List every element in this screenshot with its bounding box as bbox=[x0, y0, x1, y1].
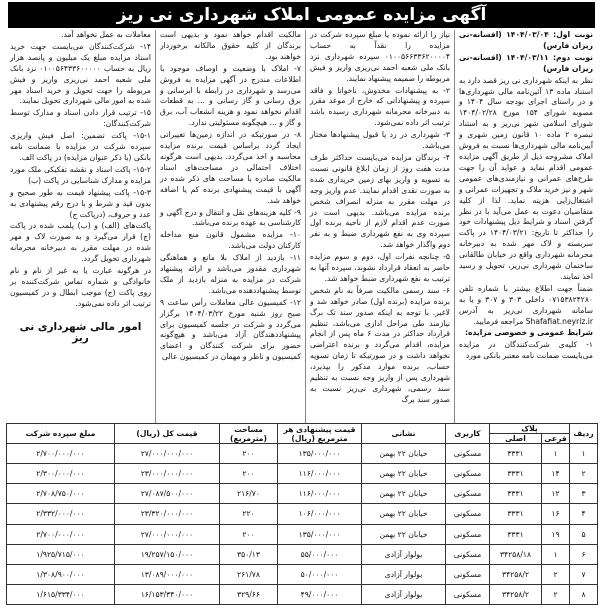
condition-1-cont: نیاز را ارائه نموده یا مبلغ سپرده شرکت در مزایده را نقداً به حساب ۰۱۰۰۵۶۶۳۳۶۲۰۰۰۰۴ سپرده شهرداری نزد بانک ملی شعبه احمد نی‌ریزی واریز و فیش مربوطه را ضمیمه پیشنهاد نمایند. bbox=[310, 30, 450, 83]
cell-total: ۲۷/۰۸۷/۵۰۰/۰۰۰ bbox=[115, 484, 220, 504]
cell-deposit: ۲/۷۰۸/۷۵۰/۰۰۰ bbox=[7, 484, 115, 504]
cell-usage: مسکونی bbox=[446, 564, 490, 584]
cell-total: ۲۷/۰۰۰/۰۰۰/۰۰۰ bbox=[115, 444, 220, 464]
table-row bbox=[7, 504, 598, 524]
conditions-heading: شرایط عمومی و خصوصی مزایده: bbox=[464, 328, 593, 338]
cell-area: ۳۲۹/۶۶ bbox=[220, 584, 278, 604]
cell-address: بولوار آزادی bbox=[362, 544, 446, 564]
header-unit-price: قیمت پیشنهادی هر مترمربع (ریال) bbox=[278, 424, 362, 444]
header-row: ردیف bbox=[570, 424, 598, 444]
cell-area: ۲۰۰ bbox=[220, 464, 278, 484]
cell-sub: ۲ bbox=[542, 564, 570, 584]
header-total: قیمت کل (ریال) bbox=[115, 424, 220, 444]
cell-sub: ۱۹ bbox=[542, 524, 570, 544]
cell-row: ۸ bbox=[570, 584, 598, 604]
table-row bbox=[7, 584, 598, 604]
cell-deposit: ۱/۳۰۸/۹۰۰/۰۰۰ bbox=[7, 564, 115, 584]
cell-row: ۶ bbox=[570, 544, 598, 564]
cell-usage: مسکونی bbox=[446, 484, 490, 504]
table-row bbox=[7, 444, 598, 464]
cell-deposit: ۲/۷۰۰/۰۰۰/۰۰۰ bbox=[7, 524, 115, 544]
cell-unit-price: ۵۰/۰۰۰/۰۰۰ bbox=[278, 564, 362, 584]
cell-address: خیابان ۲۲ بهمن bbox=[362, 524, 446, 544]
table-row bbox=[7, 564, 598, 584]
header-usage: کاربری bbox=[446, 424, 490, 444]
cell-row: ۴ bbox=[570, 504, 598, 524]
condition-invalidation: در هرگونه عبارت یا به غیر از نام و نام خانوادگی و شماره تماس شرکت‌کننده بر روی پاکت (ج) موجب ابطال و در کمیسیون ترتیب اثر داده نمی‌شود. bbox=[10, 266, 151, 308]
cell-main: ۳۳۳۱ bbox=[490, 504, 542, 524]
cell-sub: ۱۴ bbox=[542, 464, 570, 484]
cell-main: ۳۳۳۱ bbox=[490, 524, 542, 544]
signature: امور مالی شهرداری نی ریز bbox=[19, 320, 142, 344]
cell-row: ۲ bbox=[570, 464, 598, 484]
condition-5: ۵- چنانچه نفرات اول، دوم و سوم مزایده حاضر به انعقاد قرارداد نشوند، سپرده آنها به ترتیب به نفع شهرداری ضبط خواهد شد. bbox=[310, 252, 450, 283]
condition-1: ۱- کلیه‌ی شرکت‌کنندگان در مزایده می‌بایست ضمانت نامه معتبر بانکی مورد bbox=[459, 340, 593, 361]
text-column-1 bbox=[455, 30, 597, 423]
cell-sub: ۱ bbox=[542, 544, 570, 564]
header-main: اصلی bbox=[490, 434, 542, 444]
condition-8: ۸- در صورتیکه در اندازه زمین‌ها تغییراتی ایجاد گردد براساس قیمت برنده مزایده محاسبه و اخذ می‌گردد. بدیهی است هرگونه اختلاف احتمالی در مساحت‌های اسناد مالکیت صادره با مساحت های ذکر شده در آگهی با قیمت پیشنهادی برنده کم یا اضافه خواهد شد. bbox=[160, 130, 301, 205]
cell-row: ۷ bbox=[570, 564, 598, 584]
cell-unit-price: ۱۱۶/۰۰۰/۰۰۰ bbox=[278, 484, 362, 504]
condition-9: ۹- کلیه هزینه‌های نقل و انتقال و درج آگهی و کارشناسی به عهده برنده می‌باشد. bbox=[160, 207, 301, 228]
properties-table bbox=[6, 423, 598, 605]
cell-total: ۱۶/۱۵۳/۳۴۰/۰۰۰ bbox=[115, 584, 220, 604]
condition-11: ۱۱- بازدید از املاک بلا مانع و هماهنگی شهرداری مقدور می‌باشد و ارائه پیشنهاد شرکت در مزایده به منزله بازدید از ملک توسط پیشنهاددهنده می‌باشد. bbox=[160, 253, 301, 295]
notice-body bbox=[6, 30, 597, 423]
header-deposit: مبلغ سپرده شرکت bbox=[7, 424, 115, 444]
condition-2: ۲- به پیشنهادات مخدوش، ناخوانا و فاقد سپرده و پیشنهاداتی که خارج از موعد مقرر به دبیرخانه محرمانه شهرداری رسیده باشد ترتیب اثر داده نمی‌شود. bbox=[310, 85, 450, 128]
cell-deposit: ۲/۷۰۰/۰۰۰/۰۰۰ bbox=[7, 444, 115, 464]
cell-main: ۳۳۳۱ bbox=[490, 464, 542, 484]
condition-15-2: ۱۵-۲- پاکت اسناد و نقشه تفکیکی ملک مورد مزایده و مدارک شناسایی در پاکت (ب) bbox=[10, 164, 151, 185]
publication-date-2: نوبت دوم: ۱۴۰۴/۰۳/۱۱ (افسانه-نی ریزان فارس) bbox=[459, 52, 593, 73]
text-column-4 bbox=[6, 30, 155, 423]
condition-6: ۶- سند رسمی مالکیت صرفاً به نام شخص برنده مزایده (برنده اول) صادر خواهد شد و لاغیر. با توجه به اینکه صدور سند تک برگ نیازمند طی مراحل اداری می‌باشد، تنظیم قرارداد حداکثر در مدت ۶ ماه پس از انجام مزایده، اقدام می‌گردد و برنده اعتراضی نخواهد داشت و در صورتیکه تا زمان تسویه حساب، برنده موارد مذکور را بپذیرد، شهرداری پس از واریز وجه نسبت به تنظیم سند رسمی، شهرداری نی‌ریز نسبت به صدور سند برگ bbox=[310, 285, 450, 404]
cell-sub: ۲ bbox=[542, 584, 570, 604]
cell-area: ۲۰۰ bbox=[220, 524, 278, 544]
cell-row: ۱ bbox=[570, 444, 598, 464]
condition-6-cont: مالکیت اقدام خواهد نمود و بدیهی است برندگان از کلیه حقوق مالکانه برخوردار خواهند بود. bbox=[160, 30, 301, 61]
cell-area: ۲۲۰ bbox=[220, 504, 278, 524]
cell-address: خیابان ۲۲ بهمن bbox=[362, 464, 446, 484]
cell-unit-price: ۴۹/۰۰۰/۰۰۰ bbox=[278, 584, 362, 604]
cell-address: خیابان ۲۲ بهمن bbox=[362, 444, 446, 464]
text-column-2 bbox=[305, 30, 455, 423]
cell-main: ۳۴۲۵۸/۲ bbox=[490, 564, 542, 584]
cell-total: ۲۷/۰۰۰/۰۰۰/۰۰۰ bbox=[115, 524, 220, 544]
cell-usage: مسکونی bbox=[446, 504, 490, 524]
cell-address: خیابان ۲۲ بهمن bbox=[362, 504, 446, 524]
cell-unit-price: ۵۵/۰۰۰/۰۰۰ bbox=[278, 544, 362, 564]
cell-unit-price: ۱۱۶/۰۰۰/۰۰۰ bbox=[278, 464, 362, 484]
condition-12: ۱۲- کمیسیون عالی معاملات رأس ساعت ۹ صبح روز شنبه مورخ ۱۴۰۴/۰۳/۲۲ برگزار می‌گردد و شرکت در جلسه کمیسیون برای پیشنهاددهندگان آزاد می‌باشد و هیچ‌گونه حضور برای شرکت کنندگان و اعضای کمیسیون و ناظر و مهمان در کمیسیون عالی bbox=[160, 297, 301, 362]
condition-4: ۴- برندگان مزایده می‌بایست حداکثر ظرف مدت هفت روز از زمان ابلاغ قانونی نسبت به تسویه و واریز بهای زمین خریداری شده به صورت نقدی اقدام نمایند. عدم واریز وجه در مهلت مقرر به منزله انصراف شخص برنده مزایده می‌باشد. بدیهی است در صورت عدم اقدام لازم از ناحیه برنده اول سپرده وی به نفع شهرداری ضبط و به نفر دوم واگذار خواهد شد. bbox=[310, 152, 450, 250]
cell-main: ۳۴۲۵۸/۲ bbox=[490, 584, 542, 604]
condition-10: ۱۰- مزایده مشمول قانون منع مداخله کارکنان دولت می‌باشد. bbox=[160, 230, 301, 251]
cell-total: ۲۳/۰۰۰/۰۰۰/۰۰۰ bbox=[115, 464, 220, 484]
cell-sub: ۱ bbox=[542, 444, 570, 464]
cell-usage: مسکونی bbox=[446, 544, 490, 564]
cell-deposit: ۲/۳۰۰/۰۰۰/۰۰۰ bbox=[7, 464, 115, 484]
publication-date-1: نوبت اول: ۱۴۰۴/۰۳/۰۴ (افسانه-نی ریزان فارس) bbox=[459, 30, 593, 50]
header-address: نشانی bbox=[362, 424, 446, 444]
cell-unit-price: ۱۰۶/۰۰۰/۰۰۰ bbox=[278, 504, 362, 524]
cell-main: ۳۴۲۵۸/۱۸ bbox=[490, 544, 542, 564]
header-plaque: پلاک bbox=[490, 424, 570, 434]
condition-15-3: ۱۵-۳- پاکت پیشنهاد قیمت به طور صحیح و بدون قید و شرط و با درج رقم پیشنهادی به عدد و حروف، (درپاکت ج) bbox=[10, 187, 151, 219]
header-area: مساحت (مترمربع) bbox=[220, 424, 278, 444]
cell-sub: ۱۶ bbox=[542, 504, 570, 524]
cell-sub: ۱۲ bbox=[542, 484, 570, 504]
cell-usage: مسکونی bbox=[446, 584, 490, 604]
condition-14: ۱۴- شرکت‌کنندگان می‌بایست جهت خرید اسناد مزایده مبلغ یک میلیون و پانصد هزار ریال به حساب ۰۱۰۰۵۶۴۳۳۶۰۰۰۰۰ نزد بانک ملی شعبه احمد نی‌ریزی واریز و فیش مربوطه را جهت تحویل و خرید اسناد مهر شده به امور مالی شهرداری تحویل نمایند. bbox=[10, 41, 151, 106]
cell-deposit: ۲/۳۳۲/۰۰۰/۰۰۰ bbox=[7, 504, 115, 524]
cell-area: ۳۵۰/۱۳ bbox=[220, 544, 278, 564]
contact-paragraph: ضمناً جهت اطلاع بیشتر با شماره تلفن ۰۷۱۵۳۸۲۴۲۸۰ داخلی ۳۰۳ و ۳۰۷ و یا به سامانه شهرداری نی‌ریز به آدرس Shafafiat.neyriz.ir مراجعه فرمایید. bbox=[459, 283, 593, 326]
condition-3: ۳- شهرداری در رد یا قبول پیشنهادها مختار می‌باشد. bbox=[310, 130, 450, 151]
cell-usage: مسکونی bbox=[446, 444, 490, 464]
notice-title: آگهی مزایده عمومی املاک شهرداری نی ریز bbox=[116, 5, 487, 25]
cell-usage: مسکونی bbox=[446, 464, 490, 484]
condition-15-1: ۱۵-۱- پاکت تضمین: اصل فیش واریزی سپرده شرکت در مزایده یا ضمانت نامه بانکی (با ذکر عنوان مزایده) در پاکت الف. bbox=[10, 131, 151, 162]
cell-row: ۵ bbox=[570, 524, 598, 544]
cell-main: ۳۳۳۱ bbox=[490, 484, 542, 504]
text-column-3 bbox=[155, 30, 305, 423]
properties-table-wrap bbox=[6, 423, 597, 605]
table-row bbox=[7, 524, 598, 544]
cell-deposit: ۱/۶۱۵/۳۳۴/۰۰۰ bbox=[7, 584, 115, 604]
cell-address: بولوار آزادی bbox=[362, 584, 446, 604]
condition-15: ۱۵- ترتیب قرار دادن اسناد و مدارک توسط شرکت‌کنندگان: bbox=[10, 108, 151, 129]
cell-row: ۳ bbox=[570, 484, 598, 504]
cell-area: ۲۰۰ bbox=[220, 444, 278, 464]
header-sub: فرعی bbox=[542, 434, 570, 444]
cell-address: بولوار آزادی bbox=[362, 564, 446, 584]
condition-7: ۷- املاک با وضعیت و اوصاف موجود با اطلاعات مندرج در آگهی مزایده به فروش می‌رسد و شهرداری در رابطه با ابرسانی و برق رسانی و گاز رسانی و ... به قطعات اقدام نخواهد نمود و هزینه انشعاب آب، برق و گاز و ... هیچگونه مسئولیتی ندارد. bbox=[160, 63, 301, 128]
cell-area: ۲۶۱/۷۸ bbox=[220, 564, 278, 584]
cell-address: خیابان ۲۲ بهمن bbox=[362, 484, 446, 504]
cell-total: ۱۹/۲۵۷/۱۵۰/۰۰۰ bbox=[115, 544, 220, 564]
intro-paragraph: نظر به اینکه شهرداری نی ریز قصد دارد به استناد ماده ۱۳ آئین‌نامه مالی شهرداری‌ها و در راستای اجرای بودجه سال ۱۴۰۴ و مصوبه شورای ۱۵۴ مورخ ۱۴۰۴/۰۲/۲۸ شورای اسلامی شهر نی‌ریز و به استناد تبصره ۲ ماده ۱۰ قانون زمین شهری و آیین‌نامه مالی شهرداری‌ها نسبت به فروش املاک مشروحه ذیل از طریق آگهی مزایده عمومی اقدام نماید و عواید آن را جهت طرح‌های عمرانی و نیازمندی‌های عمومی شهر و نیز خرید ملاک و تجهیزات عمرانی و اشتغال‌زایی هزینه نماید. لذا از کلیه متقاضیان دعوت به عمل می‌آید با در نظر گرفتن اسناد و شرایط ذیل پیشنهادات خود را حداکثر تا تاریخ: ۱۴۰۴/۰۳/۲۱ در پاکت سربسته و لاک مهر شده به دبیرخانه محرمانه شهرداری واقع در خیابان طالقانی ساختمان شهرداری نی‌ریز، تحویل و رسید اخذ نمایند. bbox=[459, 75, 593, 281]
cell-deposit: ۱/۹۲۵/۷۱۵/۰۰۰ bbox=[7, 544, 115, 564]
cell-main: ۳۳۳۱ bbox=[490, 444, 542, 464]
condition-envelopes: پاکت‌های (الف) و (ب) پلمب شده در پاکت (ج) قرار می‌گیرد و به صورت لاک و مهر شده در مهلت مقرر به دبیرخانه محرمانه شهرداری تحویل گردد. bbox=[10, 221, 151, 264]
condition-13-cont: معاملات به عمل نخواهد آمد. bbox=[61, 30, 151, 39]
cell-area: ۲۱۶/۷۰ bbox=[220, 484, 278, 504]
table-row bbox=[7, 484, 598, 504]
cell-total: ۱۳/۰۸۹/۰۰۰/۰۰۰ bbox=[115, 564, 220, 584]
table-row bbox=[7, 464, 598, 484]
cell-total: ۲۳/۳۲۰/۰۰۰/۰۰۰ bbox=[115, 504, 220, 524]
cell-usage: مسکونی bbox=[446, 524, 490, 544]
table-row bbox=[7, 544, 598, 564]
notice-title-banner bbox=[8, 2, 595, 28]
cell-unit-price: ۱۳۵/۰۰۰/۰۰۰ bbox=[278, 524, 362, 544]
cell-unit-price: ۱۳۵/۰۰۰/۰۰۰ bbox=[278, 444, 362, 464]
